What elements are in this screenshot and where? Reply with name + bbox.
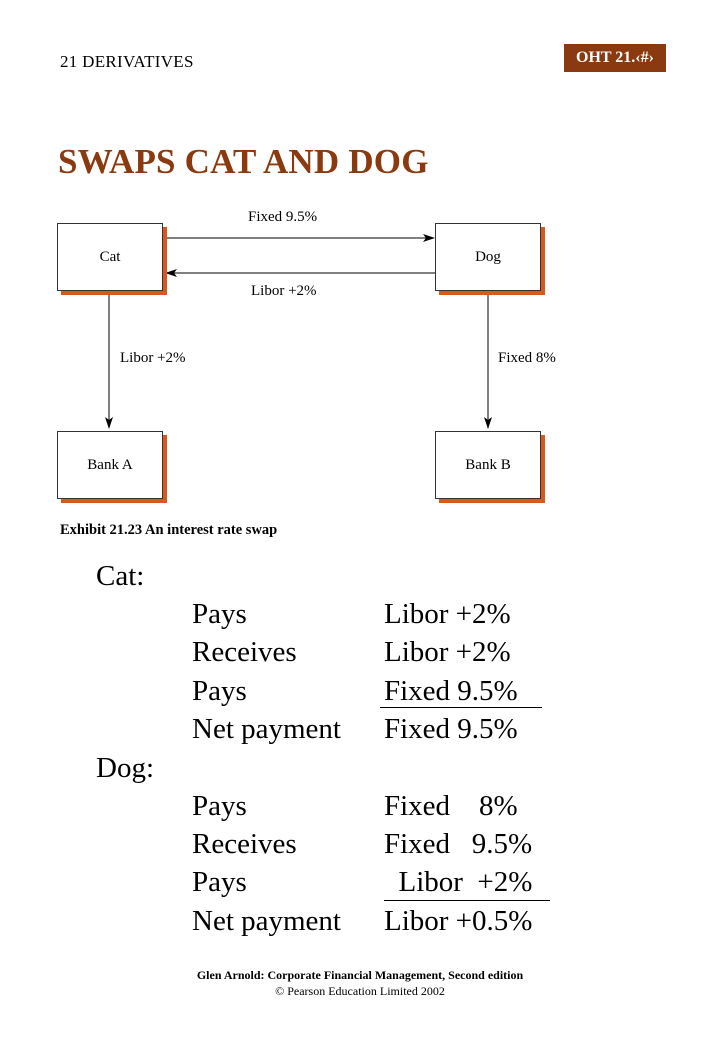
dog-row-value: Libor +2% [384, 866, 533, 898]
dog-row-label: Pays [192, 866, 247, 898]
cat-sum-rule [380, 707, 542, 708]
flow-label-dog-to-bank-b: Fixed 8% [498, 350, 556, 366]
exhibit-caption: Exhibit 21.23 An interest rate swap [60, 522, 278, 538]
dog-row-label: Pays [192, 790, 247, 822]
cat-row-value: Fixed 9.5% [384, 713, 518, 745]
flow-label-cat-to-bank-a: Libor +2% [120, 350, 186, 366]
page-title: SWAPS CAT AND DOG [58, 142, 429, 181]
dog-row-label: Net payment [192, 905, 341, 937]
cat-row-label: Net payment [192, 713, 341, 745]
slide-number-badge: OHT 21.‹#› [564, 44, 666, 72]
footer-copyright: © Pearson Education Limited 2002 [275, 984, 445, 998]
dog-row-label: Receives [192, 828, 297, 860]
dog-heading: Dog: [96, 752, 154, 784]
cat-heading: Cat: [96, 560, 145, 592]
dog-row-value: Fixed 9.5% [384, 828, 533, 860]
chapter-label: 21 DERIVATIVES [60, 52, 194, 71]
cat-row-label: Pays [192, 675, 247, 707]
node-cat: Cat [57, 223, 163, 291]
cat-row-value: Fixed 9.5% [384, 675, 518, 707]
footer-source: Glen Arnold: Corporate Financial Management, Second edition [196, 968, 524, 982]
cat-row-value: Libor +2% [384, 598, 511, 630]
node-bank-a: Bank A [57, 431, 163, 499]
node-bank-b: Bank B [435, 431, 541, 499]
dog-row-value: Libor +0.5% [384, 905, 533, 937]
cat-row-value: Libor +2% [384, 636, 511, 668]
flow-label-dog-to-cat: Libor +2% [251, 283, 317, 299]
dog-sum-rule [384, 900, 550, 901]
dog-row-value: Fixed 8% [384, 790, 518, 822]
flow-label-cat-to-dog: Fixed 9.5% [248, 209, 318, 225]
node-dog: Dog [435, 223, 541, 291]
cat-row-label: Receives [192, 636, 297, 668]
cat-row-label: Pays [192, 598, 247, 630]
